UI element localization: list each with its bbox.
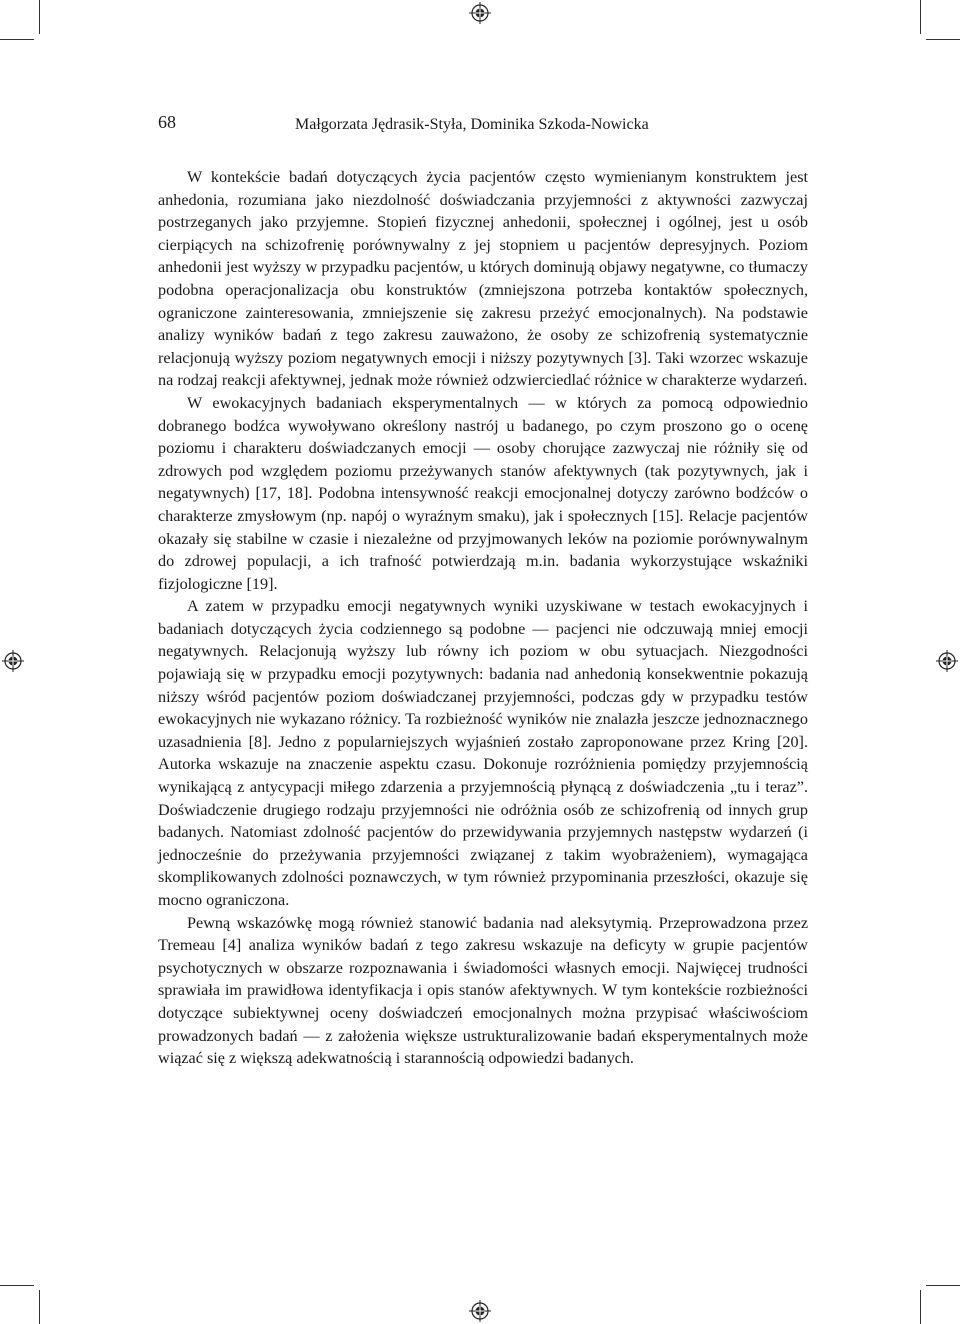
body-text [158,166,808,1070]
crop-mark-icon [926,1285,960,1286]
paragraph: Pewną wskazówkę mogą również stanowić badania nad aleksytymią. Przeprowadzona przez Tremeau [4] analiza wyników badań z tego zakresu wskazuje na deficyty w grupie pacjentów psychotycznych w obszarze rozpoznawania i świadomości własnych emocji. Najwięcej trudności sprawiała im prawidłowa identyfikacja i opis stanów afektywnych. W tym kontekście rozbieżności dotyczące subiektywnej oceny doświadczeń emocjonalnych można przypisać właściwościom prowadzonych badań — z założenia większe ustrukturalizowanie badań eksperymentalnych może wiązać się z większą adekwatnością i starannością odpowiedzi badanych. [158,913,808,1068]
crop-mark-icon [926,39,960,40]
crop-mark-icon [39,0,40,34]
crop-mark-icon [0,39,34,40]
registration-mark-icon [469,2,491,24]
paragraph: A zatem w przypadku emocji negatywnych wyniki uzyskiwane w testach ewokacyjnych i badaniach dotyczących życia codziennego są podobne — pacjenci nie odczuwają mniej emocji negatywnych. Relacjonują wyższy lub równy ich poziom w obu sytuacjach. Niezgodności pojawiają się w przypadku emocji pozytywnych: badania nad anhedonią konsekwentnie pokazują niższy wśród pacjentów poziom doświadczanej przyjemności, podczas gdy w przypadku testów ewokacyjnych nie wykazano różnicy. Ta rozbieżność wyników nie znalazła jeszcze jednoznacznego uzasadnienia [8]. Jedno z popularniejszych wyjaśnień zostało zaproponowane przez Kring [20]. Autorka wskazuje na znaczenie aspektu czasu. Dokonuje rozróżnienia pomiędzy przyjemnością wynikającą z antycypacji miłego zdarzenia a przyjemnością płynącą z doświadczenia „tu i teraz”. Doświadczenie drugiego rodzaju przyjemności nie odróżnia osób ze schizofrenią od innych grup badanych. Natomiast zdolność pacjentów do przewidywania przyjemnych następstw wydarzeń (i jednocześnie do przeżywania przyjemności związanej z takim wyobrażeniem), wymagająca skomplikowanych zdolności poznawczych, w tym również przypominania przeszłości, okazuje się mocno ograniczona. [158,597,808,909]
registration-mark-icon [2,650,24,672]
running-header-authors: Małgorzata Jędrasik-Styła, Dominika Szkoda-Nowicka [295,116,649,133]
registration-mark-icon [469,1300,491,1322]
paragraph: W kontekście badań dotyczących życia pacjentów często wymienianym konstruktem jest anhedonia, rozumiana jako niezdolność doświadczania przyjemności z aktywności zazwyczaj postrzeganych jako przyjemne. Stopień fizycznej anhedonii, społecznej i ogólnej, jest u osób cierpiących na schizofrenię porównywalny z jej stopniem u pacjentów depresyjnych. Poziom anhedonii jest wyższy w przypadku pacjentów, u których dominują objawy negatywne, co tłumaczy podobna operacjonalizacja obu konstruktów (zmniejszona potrzeba kontaktów społecznych, ograniczone zainteresowania, zmniejszenie się zakresu przeżyć emocjonalnych). Na podstawie analizy wyników badań z tego zakresu zauważono, że osoby ze schizofrenią systematycznie relacjonują wyższy poziom negatywnych emocji i niższy pozytywnych [3]. Taki wzorzec wskazuje na rodzaj reakcji afektywnej, jednak może również odzwierciedlać różnice w charakterze wydarzeń. [158,168,808,390]
crop-mark-icon [39,1290,40,1324]
registration-mark-icon [936,650,958,672]
page-number: 68 [158,112,176,132]
crop-mark-icon [0,1285,34,1286]
crop-mark-icon [920,0,921,34]
paragraph: W ewokacyjnych badaniach eksperymentalnych — w których za pomocą odpowiednio dobranego bodźca wywoływano określony nastrój u badanego, po czym proszono go o ocenę poziomu i charakteru doświadczanych emocji — osoby chorujące zazwyczaj nie różniły się od zdrowych pod względem poziomu przeżywanych stanów afektywnych (tak pozytywnych, jak i negatywnych) [17, 18]. Podobna intensywność reakcji emocjonalnej dotyczy zarówno bodźców o charakterze zmysłowym (np. napój o wyraźnym smaku), jak i społecznych [15]. Relacje pacjentów okazały się stabilne w czasie i niezależne od przyjmowanych leków na poziomie porównywalnym do zdrowej populacji, a ich trafność potwierdzają m.in. badania wykorzystujące wskaźniki fizjologiczne [19]. [158,393,808,593]
crop-mark-icon [920,1290,921,1324]
